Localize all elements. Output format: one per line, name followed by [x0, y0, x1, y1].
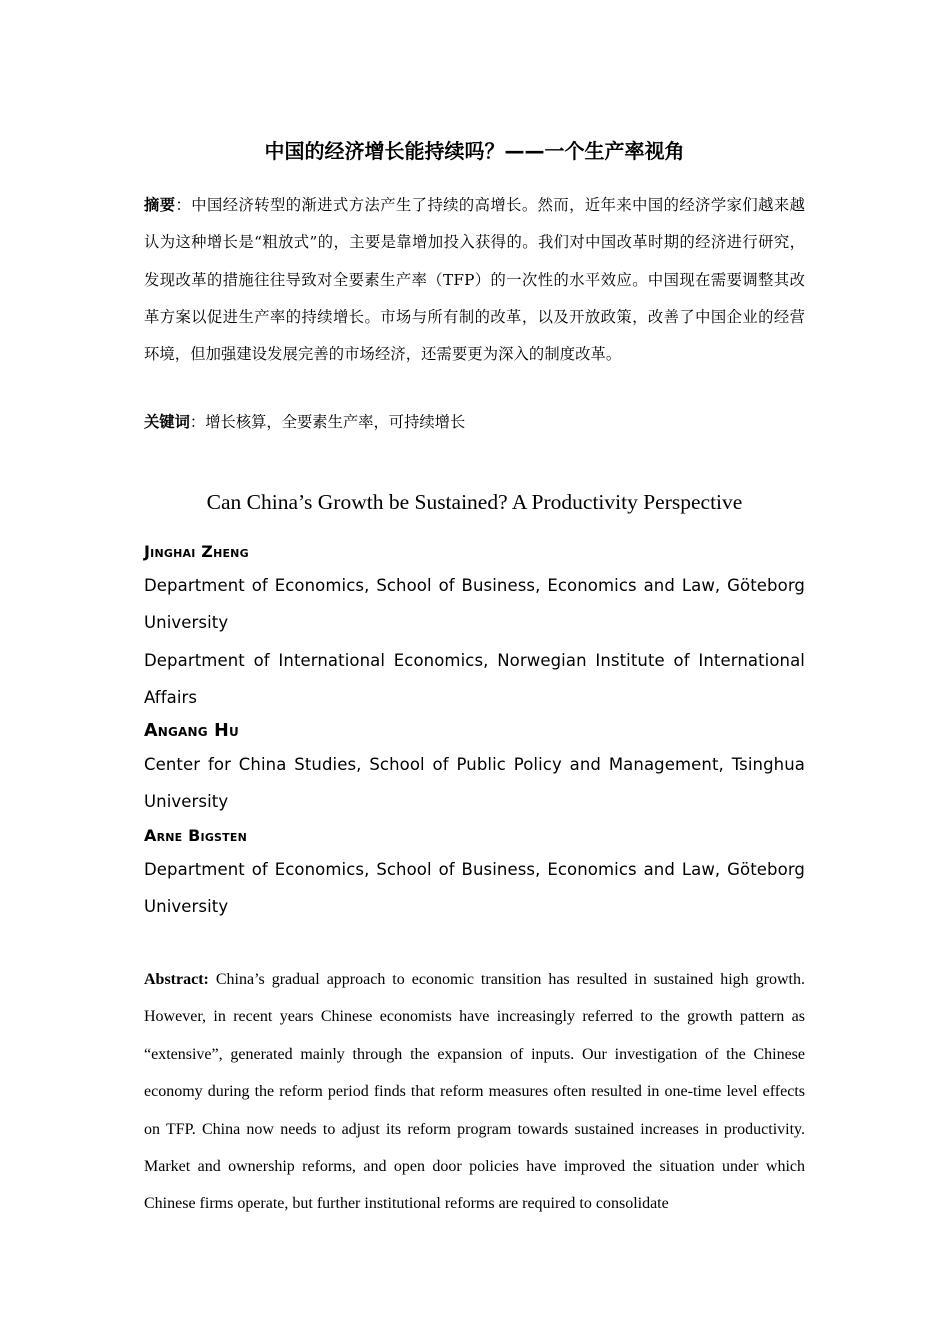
- author-affiliation: Center for China Studies, School of Public Policy and Management, Tsinghua University: [144, 755, 805, 812]
- chinese-keywords-label: 关键词: [144, 413, 190, 431]
- chinese-abstract-label: 摘要: [144, 196, 176, 214]
- author-affiliation: Department of Economics, School of Business, Economics and Law, Göteborg University: [144, 576, 805, 633]
- author-name: Jinghai Zheng: [144, 542, 249, 561]
- author-name: Angang Hu: [144, 721, 239, 742]
- english-abstract-label: Abstract:: [144, 971, 209, 988]
- author-name: Arne Bigsten: [144, 825, 248, 845]
- chinese-title: 中国的经济增长能持续吗？——一个生产率视角: [264, 139, 685, 163]
- chinese-keywords-text: 增长核算，全要素生产率，可持续增长: [205, 413, 466, 431]
- chinese-abstract-text: 中国经济转型的渐进式方法产生了持续的高增长。然而，近年来中国的经济学家们越来越认为这种增长是“粗放式”的，主要是靠增加投入获得的。我们对中国改革时期的经济进行研究，发现改革的措施往往导致对全要素生产率（TFP）的一次性的水平效应。中国现在需要调整其改革方案以促进生产率的持续增长。市场与所有制的改革，以及开放政策，改善了中国企业的经营环境，但加强建设发展完善的市场经济，还需要更为深入的制度改革。: [144, 196, 805, 364]
- chinese-abstract: [144, 187, 805, 373]
- english-abstract-text: China’s gradual approach to economic transition has resulted in sustained high growth. However, in recent years Chinese economists have increasingly referred to the growth pattern as “extensive”, generated mainly through the expansion of inputs. Our investigation of the Chinese economy during the reform period finds that reform measures often resulted in one-time level effects on TFP. China now needs to adjust its reform program towards sustained increases in productivity. Market and ownership reforms, and open door policies have improved the situation under which Chinese firms operate, but further institutional reforms are required to consolidate: [144, 971, 805, 1213]
- chinese-abstract-separator: ：: [175, 196, 192, 214]
- author-affiliation: Department of International Economics, Norwegian Institute of International Affairs: [144, 650, 805, 707]
- chinese-keywords-separator: ：: [189, 413, 206, 431]
- chinese-keywords: [144, 410, 805, 434]
- english-title: Can China’s Growth be Sustained? A Productivity Perspective: [206, 490, 743, 514]
- english-abstract: [144, 961, 805, 1223]
- author-list: [144, 537, 805, 925]
- author-affiliation: Department of Economics, School of Business, Economics and Law, Göteborg University: [144, 859, 805, 917]
